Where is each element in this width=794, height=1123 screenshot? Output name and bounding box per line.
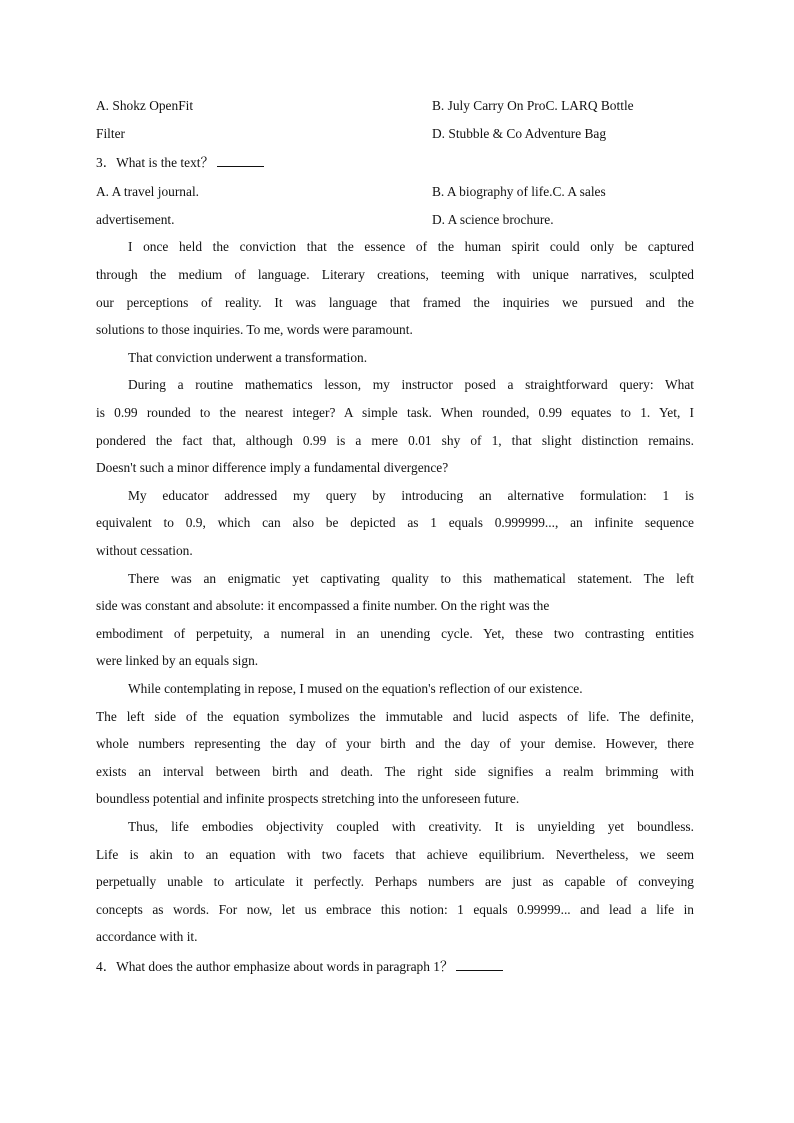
passage-line: My educator addressed my query by introducing an alternative formulation: 1 is	[128, 488, 694, 503]
passage-line: equivalent to 0.9, which can also be depicted as 1 equals 0.999999..., an infinite sequence	[96, 515, 694, 530]
passage-line: concepts as words. For now, let us embrace this notion: 1 equals 0.99999... and lead a life in	[96, 902, 694, 917]
question-4	[96, 958, 503, 975]
passage-line: exists an interval between birth and death. The right side signifies a realm brimming with	[96, 764, 694, 779]
passage-line: Thus, life embodies objectivity coupled with creativity. It is unyielding yet boundless.	[128, 819, 694, 834]
passage-line: During a routine mathematics lesson, my instructor posed a straightforward query: What	[128, 377, 694, 392]
passage-line: There was an enigmatic yet captivating quality to this mathematical statement. The left	[128, 571, 694, 586]
passage-line: Life is akin to an equation with two facets that achieve equilibrium. Nevertheless, we seem	[96, 847, 694, 862]
answer-blank[interactable]	[456, 958, 503, 971]
option-d: D. Stubble & Co Adventure Bag	[432, 126, 607, 141]
option-a: A. Shokz OpenFit	[96, 98, 194, 113]
option-c-continued: Filter	[96, 126, 126, 141]
passage-line: The left side of the equation symbolizes the immutable and lucid aspects of life. The definite,	[96, 709, 694, 724]
passage-line: is 0.99 rounded to the nearest integer? A simple task. When rounded, 0.99 equates to 1. Yet, I	[96, 405, 694, 420]
passage-line: accordance with it.	[96, 929, 198, 944]
q3-option-b-c: B. A biography of life.C. A sales	[432, 184, 606, 199]
passage-line: pondered the fact that, although 0.99 is a mere 0.01 shy of 1, that slight distinction remains.	[96, 433, 694, 448]
passage-line: through the medium of language. Literary creations, teeming with unique narratives, sculpted	[96, 267, 694, 282]
q3-option-c-continued: advertisement.	[96, 212, 175, 227]
passage-line: our perceptions of reality. It was language that framed the inquiries we pursued and the	[96, 295, 694, 310]
question-4-stem: 4．What does the author emphasize about words in paragraph 1？	[96, 959, 454, 974]
passage-line: perpetually unable to articulate it perfectly. Perhaps numbers are just as capable of conveying	[96, 874, 694, 889]
passage-line: I once held the conviction that the essence of the human spirit could only be captured	[128, 239, 694, 254]
passage-line: were linked by an equals sign.	[96, 653, 259, 668]
question-3-stem: 3．What is the text？	[96, 155, 214, 170]
passage-line: embodiment of perpetuity, a numeral in an unending cycle. Yet, these two contrasting entities	[96, 626, 694, 641]
passage-line: side was constant and absolute: it encompassed a finite number. On the right was the	[96, 598, 550, 613]
q3-option-d: D. A science brochure.	[432, 212, 554, 227]
question-3	[96, 154, 264, 171]
passage-line: That conviction underwent a transformation.	[128, 350, 368, 365]
answer-blank[interactable]	[217, 154, 264, 167]
passage-line: whole numbers representing the day of your birth and the day of your demise. However, there	[96, 736, 694, 751]
passage-line: While contemplating in repose, I mused on the equation's reflection of our existence.	[128, 681, 583, 696]
passage-line: boundless potential and infinite prospects stretching into the unforeseen future.	[96, 791, 520, 806]
option-b-c: B. July Carry On ProC. LARQ Bottle	[432, 98, 634, 113]
passage-line: without cessation.	[96, 543, 193, 558]
passage-line: solutions to those inquiries. To me, words were paramount.	[96, 322, 413, 337]
passage-line: Doesn't such a minor difference imply a fundamental divergence?	[96, 460, 449, 475]
q3-option-a: A. A travel journal.	[96, 184, 200, 199]
